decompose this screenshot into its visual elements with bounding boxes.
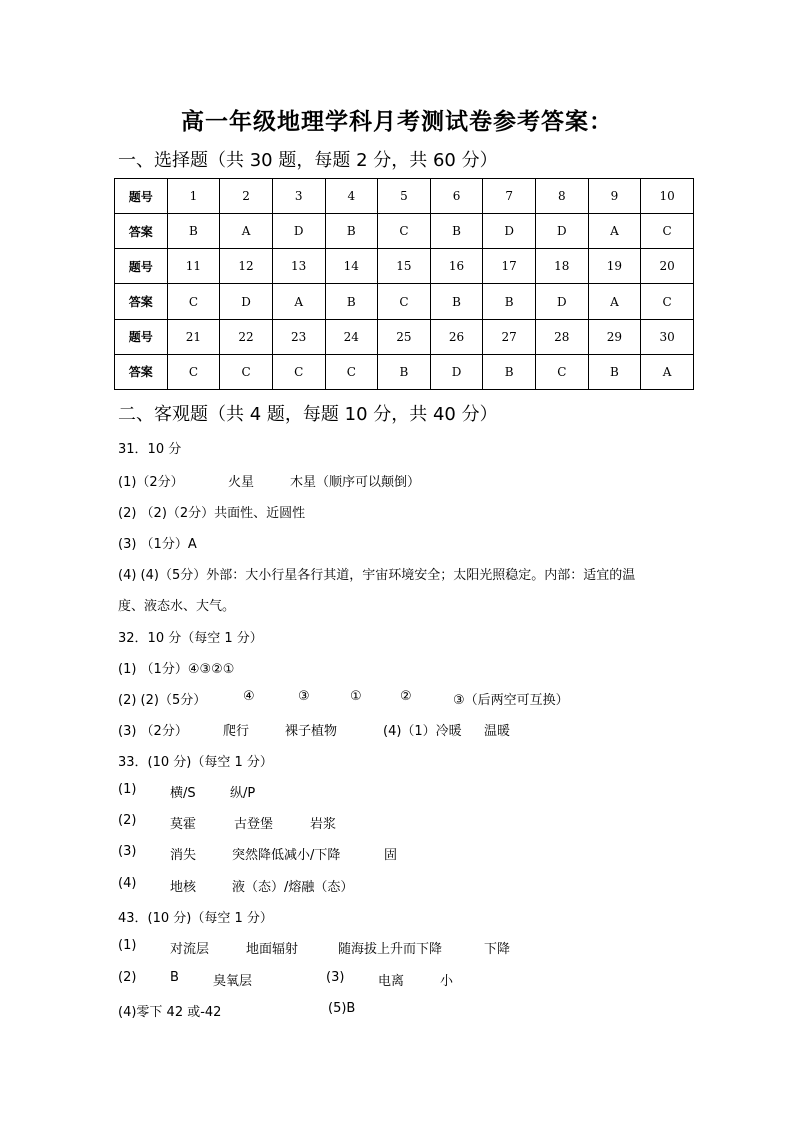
- question-number-cell: 26: [430, 319, 483, 354]
- answer-cell: B: [588, 354, 641, 389]
- question-number-cell: 8: [536, 179, 589, 214]
- answer-line-text: ①: [350, 689, 362, 704]
- question-number-cell: 24: [325, 319, 378, 354]
- question-number-cell: 7: [483, 179, 536, 214]
- answer-line-text: (3) （2分）: [118, 724, 188, 739]
- answer-line-text: (1): [118, 782, 137, 797]
- answer-line-text: (1) （1分）④③②①: [118, 662, 235, 677]
- answer-line-text: (3): [326, 970, 345, 985]
- question-number-cell: 11: [167, 249, 220, 284]
- answer-line-text: 莫霍: [170, 817, 197, 832]
- answer-line-text: 火星: [228, 475, 255, 490]
- question-number-cell: 19: [588, 249, 641, 284]
- answer-cell: D: [536, 214, 589, 249]
- answer-line-text: 对流层: [170, 942, 210, 957]
- row-label-answer: 答案: [115, 284, 168, 319]
- answer-line-text: 32．10 分（每空 1 分）: [118, 631, 263, 646]
- question-number-cell: 25: [378, 319, 431, 354]
- question-number-cell: 18: [536, 249, 589, 284]
- row-label-question: 题号: [115, 319, 168, 354]
- answer-cell: B: [325, 284, 378, 319]
- answer-row: [115, 284, 694, 319]
- answer-line-text: 电离: [378, 974, 405, 989]
- answer-line-text: (2) （2)（2分）共面性、近圆性: [118, 506, 306, 521]
- answer-cell: A: [220, 214, 273, 249]
- answer-cell: B: [378, 354, 431, 389]
- answer-cell: A: [641, 354, 694, 389]
- answer-line-text: (5)B: [328, 1001, 356, 1016]
- answer-cell: D: [272, 214, 325, 249]
- answer-line-text: 温暖: [484, 724, 511, 739]
- question-number-row: [115, 179, 694, 214]
- answer-cell: C: [378, 214, 431, 249]
- answer-cell: C: [641, 214, 694, 249]
- question-number-cell: 22: [220, 319, 273, 354]
- row-label-question: 题号: [115, 179, 168, 214]
- answer-line-text: 臭氧层: [213, 974, 253, 989]
- answer-line-text: (1)（2分）: [118, 475, 184, 490]
- answer-cell: C: [536, 354, 589, 389]
- answer-line-text: (3): [118, 844, 137, 859]
- answer-line-text: 小: [440, 974, 454, 989]
- question-number-cell: 23: [272, 319, 325, 354]
- answer-line-text: 突然降低减小/下降: [232, 848, 341, 863]
- answer-cell: B: [430, 284, 483, 319]
- question-number-cell: 27: [483, 319, 536, 354]
- question-number-row: [115, 249, 694, 284]
- question-number-cell: 5: [378, 179, 431, 214]
- answer-line-text: 固: [384, 848, 398, 863]
- answer-line-text: 地面辐射: [246, 942, 299, 957]
- answer-cell: B: [430, 214, 483, 249]
- question-number-row: [115, 319, 694, 354]
- answer-cell: B: [483, 354, 536, 389]
- answer-line-text: ④: [243, 689, 255, 704]
- answer-line-text: 下降: [484, 942, 511, 957]
- answer-cell: C: [378, 284, 431, 319]
- answer-cell: C: [272, 354, 325, 389]
- answer-line-text: ③: [298, 689, 310, 704]
- answer-cell: A: [272, 284, 325, 319]
- question-number-cell: 9: [588, 179, 641, 214]
- answer-line-text: (4): [118, 876, 137, 891]
- row-label-answer: 答案: [115, 214, 168, 249]
- answer-line-text: 随海拔上升而下降: [338, 942, 443, 957]
- answer-line-text: ②: [400, 689, 412, 704]
- row-label-question: 题号: [115, 249, 168, 284]
- answer-line-text: 31．10 分: [118, 442, 182, 457]
- question-number-cell: 6: [430, 179, 483, 214]
- question-number-cell: 13: [272, 249, 325, 284]
- answer-line-text: 43．(10 分)（每空 1 分）: [118, 911, 273, 926]
- answer-cell: D: [220, 284, 273, 319]
- answer-cell: A: [588, 214, 641, 249]
- page-title: 高一年级地理学科月考测试卷参考答案：: [181, 109, 613, 135]
- answer-line-text: 岩浆: [310, 817, 337, 832]
- question-number-cell: 1: [167, 179, 220, 214]
- question-number-cell: 2: [220, 179, 273, 214]
- question-number-cell: 4: [325, 179, 378, 214]
- answer-line-text: 裸子植物: [285, 724, 338, 739]
- answer-cell: D: [483, 214, 536, 249]
- answer-line-text: 33．(10 分)（每空 1 分）: [118, 755, 273, 770]
- question-number-cell: 12: [220, 249, 273, 284]
- question-number-cell: 21: [167, 319, 220, 354]
- row-label-answer: 答案: [115, 354, 168, 389]
- answer-cell: D: [430, 354, 483, 389]
- answer-line-text: (1): [118, 938, 137, 953]
- question-number-cell: 28: [536, 319, 589, 354]
- answer-cell: C: [325, 354, 378, 389]
- answer-cell: B: [167, 214, 220, 249]
- answer-line-text: (4)（1）冷暖: [383, 724, 462, 739]
- answer-line-text: 古登堡: [234, 817, 274, 832]
- answer-line-text: 度、液态水、大气。: [118, 599, 236, 614]
- question-number-cell: 15: [378, 249, 431, 284]
- answer-line-text: 地核: [170, 880, 197, 895]
- question-number-cell: 30: [641, 319, 694, 354]
- answer-table: [114, 178, 694, 390]
- answer-line-text: 纵/P: [230, 786, 256, 801]
- answer-cell: B: [483, 284, 536, 319]
- question-number-cell: 14: [325, 249, 378, 284]
- question-number-cell: 3: [272, 179, 325, 214]
- answer-line-text: (3) （1分）A: [118, 537, 197, 552]
- question-number-cell: 17: [483, 249, 536, 284]
- answer-cell: B: [325, 214, 378, 249]
- question-number-cell: 20: [641, 249, 694, 284]
- answer-cell: C: [167, 354, 220, 389]
- answer-cell: C: [167, 284, 220, 319]
- question-number-cell: 10: [641, 179, 694, 214]
- answer-line-text: 爬行: [223, 724, 250, 739]
- question-number-cell: 16: [430, 249, 483, 284]
- answer-line-text: 横/S: [170, 786, 196, 801]
- answer-line-text: B: [170, 970, 179, 985]
- answer-row: [115, 214, 694, 249]
- answer-line-text: 消失: [170, 848, 197, 863]
- answer-row: [115, 354, 694, 389]
- question-number-cell: 29: [588, 319, 641, 354]
- answer-line-text: (2) (2)（5分）: [118, 693, 207, 708]
- answer-cell: A: [588, 284, 641, 319]
- answer-line-text: ③（后两空可互换）: [453, 693, 569, 708]
- answer-line-text: 木星（顺序可以颠倒）: [290, 475, 421, 490]
- answer-line-text: (2): [118, 813, 137, 828]
- answer-line-text: (4)零下 42 或-42: [118, 1005, 222, 1020]
- section-heading-subjective: 二、客观题（共 4 题，每题 10 分，共 40 分）: [118, 404, 498, 425]
- answer-line-text: (4) (4)（5分）外部：大小行星各行其道，宇宙环境安全；太阳光照稳定。内部：适宜的温: [118, 568, 636, 583]
- answer-cell: C: [220, 354, 273, 389]
- section-heading-choice: 一、选择题（共 30 题，每题 2 分，共 60 分）: [118, 150, 498, 171]
- answer-line-text: (2): [118, 970, 137, 985]
- answer-cell: C: [641, 284, 694, 319]
- answer-line-text: 液（态）/熔融（态）: [232, 880, 354, 895]
- answer-cell: D: [536, 284, 589, 319]
